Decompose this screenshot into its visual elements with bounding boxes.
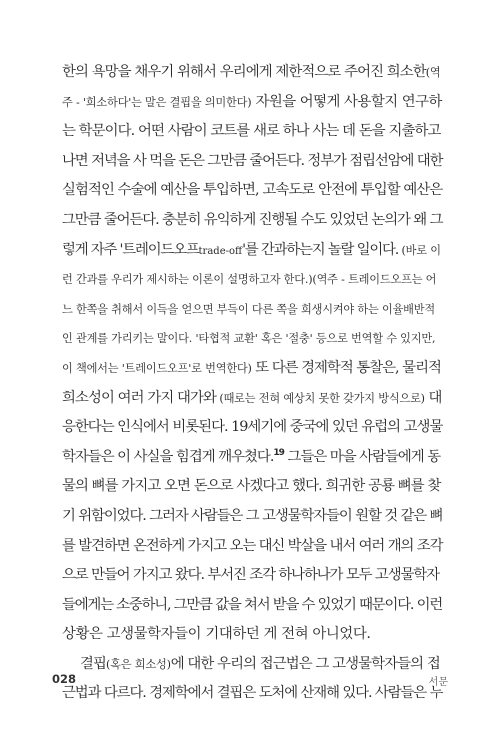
text-span: 학자들은 이 사실을 힘겹게 깨우쳤다. bbox=[62, 448, 274, 465]
running-head: 서문 bbox=[428, 677, 448, 688]
text-line bbox=[62, 443, 442, 473]
footnote-marker[interactable]: 19 bbox=[273, 447, 284, 458]
latin-gloss: trade-off bbox=[198, 245, 243, 257]
page-number: 028 bbox=[52, 672, 77, 686]
text-span: 또 다른 경제학적 통찰은, 물리적 bbox=[251, 359, 441, 376]
text-line: 나면 저녁을 사 먹을 돈은 그만큼 줄어든다. 정부가 점립선암에 대한 bbox=[62, 152, 443, 169]
text-span: 한의 욕망을 채우기 위해서 우리에게 제한적으로 주어진 희소한 bbox=[62, 64, 426, 80]
text-span: 대 bbox=[424, 389, 442, 406]
text-span: 렇게 자주 '트레이드오프 bbox=[62, 241, 199, 258]
page-footer bbox=[52, 672, 448, 690]
text-line: 상황은 고생물학자들이 기대하던 게 전혀 아니었다. bbox=[62, 626, 371, 643]
text-span: 희소성이 여러 가지 대가와 bbox=[62, 389, 217, 406]
translator-note: (역 bbox=[425, 66, 441, 79]
text-span: 결핍 bbox=[80, 655, 107, 672]
text-span: '를 간과하는지 놀랄 일이다. bbox=[242, 241, 399, 258]
note-line: 인 관계를 가리키는 말이다. '타협적 교환' 혹은 '절충' 등으로 번역할 수 있지만, bbox=[62, 332, 436, 346]
text-line: 으로 만들어 가지고 왔다. 부서진 조각 하나하나가 모두 고생물학자 bbox=[62, 567, 439, 584]
translator-note: 이 책에서는 '트레이드오프'로 번역한다) bbox=[62, 361, 252, 375]
text-span: 그들은 마을 사람들에게 동 bbox=[283, 448, 441, 465]
text-line: 를 발견하면 온전하게 가지고 오는 대신 박살을 내서 여러 개의 조각 bbox=[62, 537, 443, 554]
text-line bbox=[62, 236, 442, 266]
text-line: 들에게는 소중하니, 그만큼 값을 쳐서 받을 수 있었기 때문이다. 이런 bbox=[62, 596, 443, 613]
note-line: 느 한쪽을 취해서 이득을 얻으면 부득이 다른 쪽을 희생시켜야 하는 이율배반적 bbox=[62, 302, 435, 316]
text-span: 자원을 어떻게 사용할지 연구하 bbox=[251, 93, 442, 110]
text-line: 실험적인 수술에 예산을 투입하면, 고속도로 안전에 투입할 예산은 bbox=[62, 182, 443, 199]
text-line: 응한다는 인식에서 비롯된다. 19세기에 중국에 있던 유럽의 고생물 bbox=[62, 419, 443, 436]
text-line bbox=[62, 88, 442, 118]
text-line: 그만큼 줄어든다. 충분히 유익하게 진행될 수도 있었던 논의가 왜 그 bbox=[62, 211, 443, 228]
text-line bbox=[62, 384, 442, 414]
text-span: 에 대한 우리의 접근법은 그 고생물학자들의 접 bbox=[170, 655, 440, 672]
text-line: 기 위함이었다. 그러자 사람들은 그 고생물학자들이 원할 것 같은 뼈 bbox=[62, 507, 443, 524]
note-line: 런 간과를 우리가 제시하는 이론이 설명하고자 한다.)(역주 - 트레이드오프는 어 bbox=[62, 273, 437, 287]
body-text bbox=[62, 58, 442, 709]
text-line: 는 학문이다. 어떤 사람이 코트를 새로 하나 사는 데 돈을 지출하고 bbox=[62, 123, 441, 140]
text-line bbox=[62, 58, 442, 88]
text-line: 물의 뼈를 가지고 오면 돈으로 사겠다고 했다. 희귀한 공룡 뼈를 찾 bbox=[62, 478, 441, 495]
text-line: 근법과 다르다. 경제학에서 결핍은 도처에 산재해 있다. 사람들은 누 bbox=[62, 685, 443, 702]
author-note: (때로는 전혀 예상치 못한 갖가지 방식으로) bbox=[216, 391, 425, 405]
author-note: (혹은 희소성) bbox=[106, 657, 171, 671]
text-line bbox=[62, 354, 442, 384]
translator-note: 주 - '희소하다'는 말은 결핍을 의미한다) bbox=[62, 95, 252, 109]
author-note: (바로 이 bbox=[398, 243, 441, 257]
